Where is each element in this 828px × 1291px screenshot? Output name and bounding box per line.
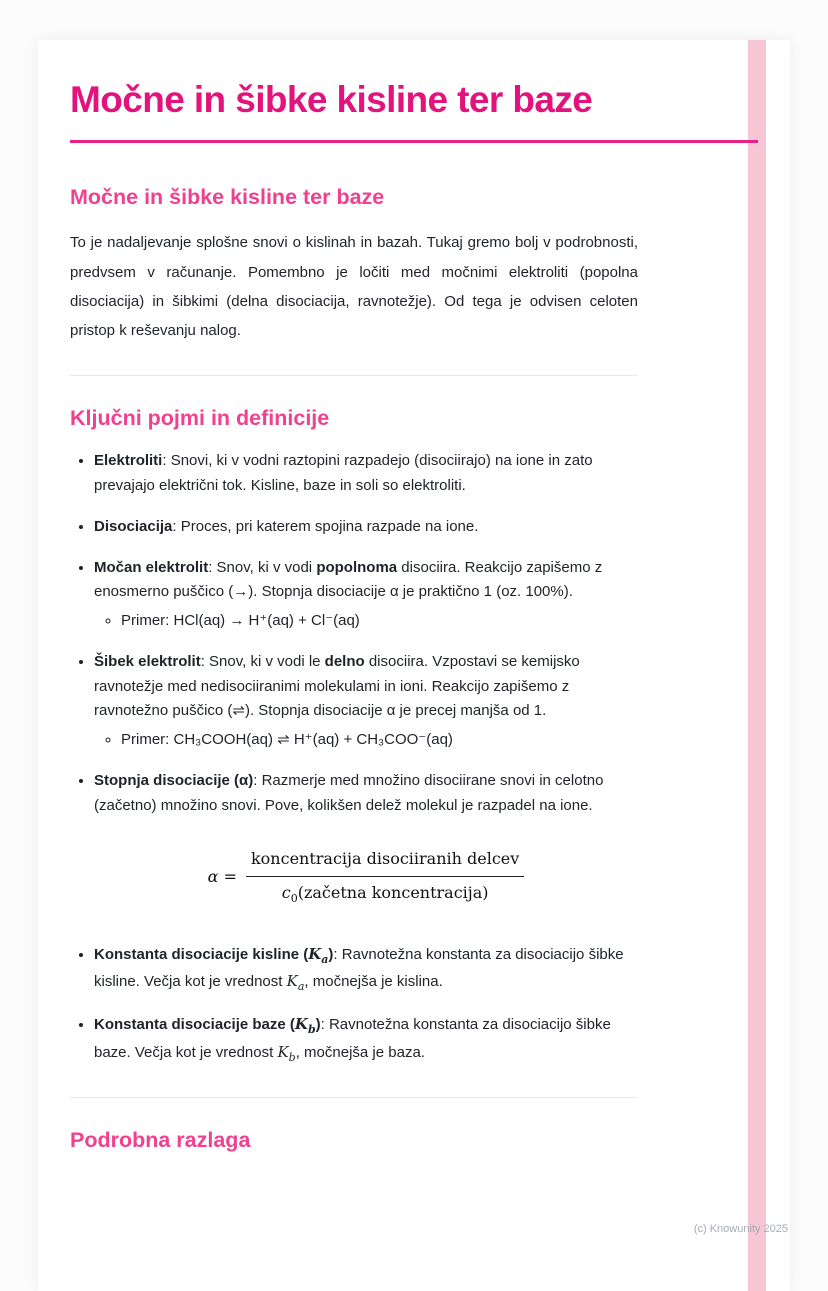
- formula-denominator: [246, 877, 524, 908]
- title-divider: [70, 140, 758, 143]
- example-text: Primer: CH₃COOH(aq) ⇌ H⁺(aq) + CH₃COO⁻(aq): [121, 731, 453, 749]
- definition-text: : Snovi, ki v vodni raztopini razpadejo (disociirajo) na ione in zato prevajajo električni tok. Kisline, baze in soli so elektroliti.: [94, 452, 593, 495]
- alpha-formula: [94, 846, 638, 908]
- formula-denominator-text: (začetna koncentracija): [297, 882, 489, 902]
- list-item-elektroliti: [94, 449, 638, 499]
- text-column: [70, 185, 638, 1152]
- term-label: Disociacija: [94, 517, 173, 535]
- example-sublist: [94, 728, 638, 753]
- definition-text: : Snov, ki v vodi le: [200, 652, 325, 670]
- definitions-list: [70, 449, 638, 1066]
- ka-variable-sub: a: [297, 980, 305, 994]
- term-label: Močan elektrolit: [94, 558, 209, 576]
- kb-variable: K: [294, 1015, 308, 1034]
- example-sublist: [94, 609, 638, 634]
- definition-text: : Ravnotežna konstanta za disociacijo šibke baze. Večja kot je vrednost: [94, 1016, 611, 1061]
- formula-variable-sub: 0: [290, 891, 298, 905]
- definition-text: : Snov, ki v vodi: [208, 558, 317, 576]
- example-text: Primer: HCl(aq) → H⁺(aq) + Cl⁻(aq): [121, 612, 360, 630]
- page-title: Močne in šibke kisline ter baze: [70, 79, 593, 120]
- list-item-mocan-elektrolit: [94, 556, 638, 634]
- ka-variable: K: [286, 972, 298, 991]
- definition-text: : Ravnotežna konstanta za disociacijo šibke kisline. Večja kot je vrednost: [94, 946, 624, 991]
- list-item-konstanta-baze: [94, 1012, 638, 1066]
- section-heading-intro: Močne in šibke kisline ter baze: [70, 185, 385, 210]
- term-label: Elektroliti: [94, 452, 163, 470]
- term-label: Konstanta disociacije kisline $(K_a)$: [94, 945, 334, 967]
- definition-text: , močnejša je baza.: [295, 1043, 425, 1061]
- kb-variable-sub: b: [288, 1050, 296, 1064]
- definition-text: : Proces, pri katerem spojina razpade na ione.: [172, 517, 479, 535]
- section-divider-1: [70, 375, 638, 376]
- document-page: [38, 40, 790, 1291]
- formula-numerator: koncentracija disociiranih delcev: [246, 846, 524, 876]
- example-item: [121, 728, 638, 753]
- definition-text: , močnejša je kislina.: [304, 973, 443, 991]
- definition-text: : Razmerje med množino disociirane snovi in celotno (začetno) množino snovi. Pove, kolikšen delež molekul je razpadel na ione.: [94, 771, 604, 814]
- emphasized-word: delno: [324, 652, 365, 670]
- formula-fraction: [246, 846, 524, 908]
- definition-text: disociira. Reakcijo zapišemo z enosmerno puščico (→). Stopnja disociacije α je praktično 1 (oz. 100%).: [94, 558, 603, 601]
- formula-variable: c: [281, 882, 291, 902]
- section-heading-podrobna: Podrobna razlaga: [70, 1127, 251, 1152]
- list-item-konstanta-kisline: [94, 942, 638, 996]
- ka-variable: K: [308, 945, 322, 964]
- kb-variable: K: [277, 1042, 289, 1061]
- page-content: [38, 40, 790, 1291]
- term-label: Stopnja disociacije (α): [94, 771, 254, 789]
- formula-lhs: α =: [207, 867, 237, 887]
- example-item: [121, 609, 638, 634]
- list-item-sibek-elektrolit: [94, 650, 638, 753]
- list-item-stopnja-disociacije: [94, 769, 638, 908]
- term-label: Konstanta disociacije baze $(K_b)$: [94, 1015, 321, 1037]
- definition-text: disociira. Vzpostavi se kemijsko ravnotežje med nedisociiranimi molekulami in ioni. Reakcijo zapišemo z ravnotežno puščico (⇌). Stopnja disociacije α je precej manjša od 1.: [94, 652, 580, 720]
- intro-paragraph: To je nadaljevanje splošne snovi o kislinah in bazah. Tukaj gremo bolj v podrobnosti, predvsem v računanje. Pomembno je ločiti med močnimi elektroliti (popolna disociacija) in šibkimi (delna disociacija, ravnotežje). Od tega je odvisen celoten pristop k reševanju nalog.: [70, 234, 638, 340]
- footer-credit: (c) Knowunity 2025: [693, 1222, 788, 1235]
- emphasized-word: popolnoma: [316, 558, 398, 576]
- list-item-disociacija: [94, 515, 638, 540]
- section-heading-definitions: Ključni pojmi in definicije: [70, 406, 330, 431]
- ka-variable-sub: a: [321, 953, 329, 967]
- section-divider-2: [70, 1097, 638, 1098]
- term-label: Šibek elektrolit: [94, 652, 201, 670]
- kb-variable-sub: b: [307, 1023, 316, 1037]
